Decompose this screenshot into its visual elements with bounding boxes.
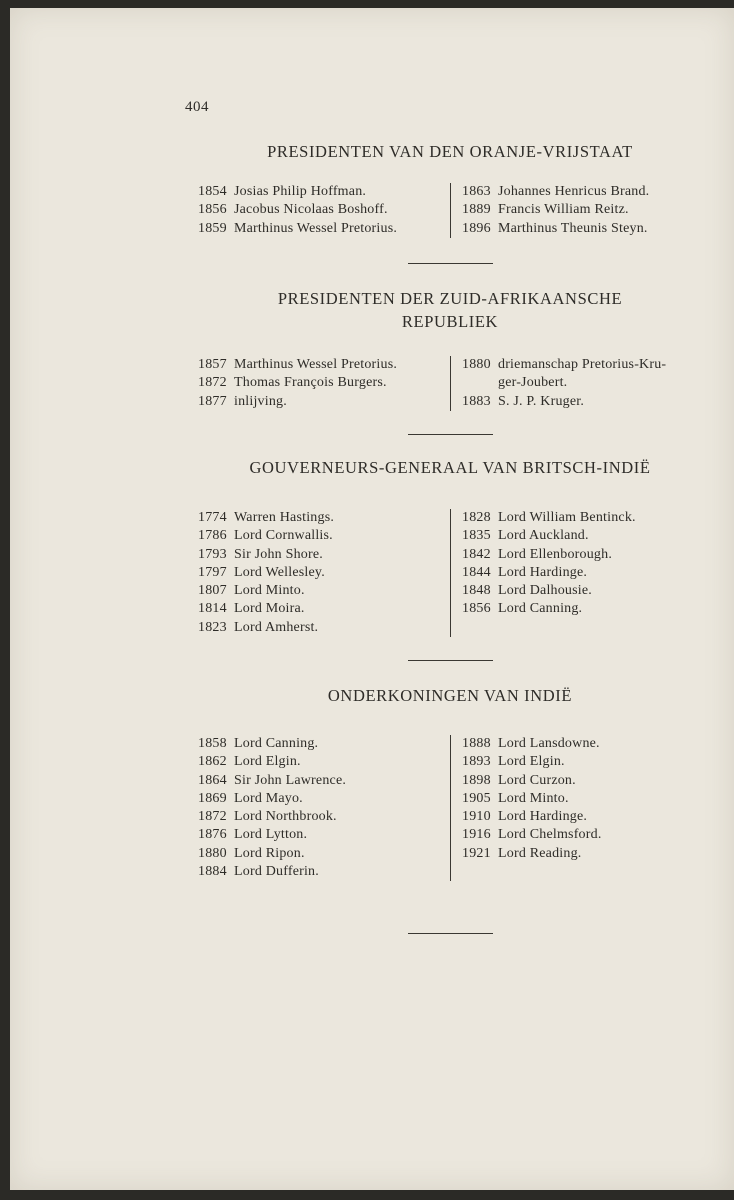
list-item — [462, 183, 649, 201]
list-item — [198, 808, 346, 826]
entry-name: Lord Hardinge. — [498, 564, 588, 580]
entry-name: driemanschap Pretorius-Kru- — [498, 357, 667, 372]
list-right-zar — [462, 356, 666, 411]
entry-name: Lord Mayo. — [234, 790, 303, 806]
entry-year: 1880 — [198, 845, 227, 861]
list-item — [462, 564, 636, 582]
list-item — [198, 790, 346, 808]
entry-year: 1823 — [198, 619, 227, 635]
entry-year: 1858 — [198, 736, 227, 751]
list-item — [198, 220, 397, 238]
entry-year: 1797 — [198, 564, 227, 580]
list-item — [198, 582, 334, 600]
entry-name: Marthinus Theunis Steyn. — [498, 220, 648, 236]
entry-name: Lord Dufferin. — [234, 864, 319, 880]
section-rule — [408, 263, 493, 264]
list-item — [198, 564, 334, 582]
entry-year: 1859 — [198, 220, 227, 236]
list-item — [198, 374, 397, 392]
entry-name: Lord William Bentinck. — [498, 510, 636, 525]
list-item — [462, 220, 649, 238]
section-rule — [408, 660, 493, 661]
entry-name: Jacobus Nicolaas Boshoff. — [234, 202, 388, 218]
entry-year: 1883 — [462, 393, 491, 409]
entry-year: 1877 — [198, 393, 227, 409]
entry-year: 1863 — [462, 184, 491, 199]
list-item — [198, 826, 346, 844]
entry-name: Lord Canning. — [498, 601, 583, 617]
entry-year: 1884 — [198, 864, 227, 880]
entry-year: 1905 — [462, 790, 491, 806]
column-divider — [450, 509, 451, 637]
list-item — [462, 826, 602, 844]
entry-year: 1893 — [462, 754, 491, 770]
list-left-onderkoningen — [198, 735, 346, 881]
entry-name: Lord Auckland. — [498, 528, 589, 544]
section-title-oranje-vrijstaat: PRESIDENTEN VAN DEN ORANJE-VRIJSTAAT — [267, 142, 633, 161]
list-item — [462, 753, 602, 771]
list-item — [198, 183, 397, 201]
list-item — [198, 772, 346, 790]
section-rule — [408, 434, 493, 435]
entry-name: Lord Cornwallis. — [234, 528, 333, 544]
list-item — [462, 356, 666, 374]
entry-name: Lord Wellesley. — [234, 564, 325, 580]
entry-name: Warren Hastings. — [234, 510, 335, 525]
list-item — [462, 201, 649, 219]
entry-name: Marthinus Wessel Pretorius. — [234, 220, 398, 236]
list-item — [198, 845, 346, 863]
list-item — [198, 356, 397, 374]
list-item — [198, 753, 346, 771]
entry-year: 1896 — [462, 220, 491, 236]
entry-name: Lord Northbrook. — [234, 809, 337, 825]
entry-name: Lord Minto. — [498, 790, 569, 806]
entry-name: Johannes Henricus Brand. — [498, 184, 650, 199]
entry-name: Sir John Lawrence. — [234, 772, 347, 788]
list-right-oranje — [462, 183, 649, 238]
list-item — [462, 393, 666, 411]
list-item — [198, 546, 334, 564]
entry-name: inlijving. — [234, 393, 287, 409]
list-item — [198, 527, 334, 545]
list-item — [462, 527, 636, 545]
entry-year: 1856 — [462, 601, 491, 617]
list-item — [462, 374, 666, 392]
list-item — [462, 582, 636, 600]
list-right-gouverneurs — [462, 509, 636, 619]
list-item — [462, 808, 602, 826]
entry-name: Lord Ellenborough. — [498, 546, 613, 562]
entry-name: Lord Canning. — [234, 736, 319, 751]
entry-year: 1774 — [198, 510, 227, 525]
entry-year: 1828 — [462, 510, 491, 525]
entry-year: 1842 — [462, 546, 491, 562]
entry-year: 1848 — [462, 583, 491, 599]
entry-year: 1872 — [198, 809, 227, 825]
column-divider — [450, 356, 451, 411]
entry-year: 1835 — [462, 528, 491, 544]
entry-name: Lord Lytton. — [234, 827, 308, 843]
entry-name: Lord Moira. — [234, 601, 305, 617]
entry-year: 1814 — [198, 601, 227, 617]
list-item — [462, 600, 636, 618]
section-title-zuid-afrikaansche-line2: REPUBLIEK — [401, 312, 499, 331]
page-number: 404 — [185, 99, 209, 115]
list-item — [462, 735, 602, 753]
entry-year: 1857 — [198, 357, 227, 372]
list-item — [462, 509, 636, 527]
entry-name: Lord Dalhousie. — [498, 583, 592, 599]
entry-year: 1862 — [198, 754, 227, 770]
list-item — [198, 735, 346, 753]
list-item — [198, 619, 334, 637]
entry-name: Sir John Shore. — [234, 546, 323, 562]
entry-year: 1872 — [198, 375, 227, 391]
entry-year: 1844 — [462, 564, 491, 580]
entry-name: Lord Reading. — [498, 845, 582, 861]
entry-year: 1869 — [198, 790, 227, 806]
entry-year: 1864 — [198, 772, 227, 788]
list-item — [198, 863, 346, 881]
column-divider — [450, 183, 451, 238]
list-item — [462, 772, 602, 790]
list-left-gouverneurs — [198, 509, 334, 637]
entry-name: Marthinus Wessel Pretorius. — [234, 357, 398, 372]
entry-year: 1889 — [462, 202, 491, 218]
list-right-onderkoningen — [462, 735, 602, 863]
entry-year: 1921 — [462, 845, 491, 861]
list-item — [462, 790, 602, 808]
entry-year: 1807 — [198, 583, 227, 599]
entry-name: S. J. P. Kruger. — [498, 393, 585, 409]
entry-year: 1916 — [462, 827, 491, 843]
entry-name: Lord Ripon. — [234, 845, 305, 861]
list-left-oranje — [198, 183, 397, 238]
list-left-zar — [198, 356, 397, 411]
entry-name: Lord Amherst. — [234, 619, 319, 635]
column-divider — [450, 735, 451, 881]
entry-year: 1876 — [198, 827, 227, 843]
section-title-onderkoningen: ONDERKONINGEN VAN INDIË — [327, 686, 573, 705]
section-rule — [408, 933, 493, 934]
entry-name: Lord Chelmsford. — [498, 827, 602, 843]
entry-year: 1880 — [462, 357, 491, 372]
list-item — [198, 600, 334, 618]
entry-year: 1888 — [462, 736, 491, 751]
list-item — [462, 546, 636, 564]
entry-year: 1786 — [198, 528, 227, 544]
entry-name: Lord Lansdowne. — [498, 736, 600, 751]
entry-name: Thomas François Burgers. — [234, 375, 387, 391]
entry-year: 1910 — [462, 809, 491, 825]
entry-name: Lord Curzon. — [498, 772, 576, 788]
section-title-britsch-indie: GOUVERNEURS-GENERAAL VAN BRITSCH-INDIË — [249, 458, 651, 477]
entry-name: Lord Minto. — [234, 583, 305, 599]
entry-name: Lord Elgin. — [498, 754, 565, 770]
entry-year: 1854 — [198, 184, 227, 199]
list-item — [198, 201, 397, 219]
entry-year: 1793 — [198, 546, 227, 562]
entry-name: Francis William Reitz. — [498, 202, 629, 218]
entry-name: ger-Joubert. — [498, 375, 568, 391]
list-item — [198, 393, 397, 411]
list-item — [462, 845, 602, 863]
entry-name: Josias Philip Hoffman. — [234, 184, 367, 199]
list-item — [198, 509, 334, 527]
section-title-zuid-afrikaansche-line1: PRESIDENTEN DER ZUID-AFRIKAANSCHE — [277, 289, 623, 308]
entry-name: Lord Hardinge. — [498, 809, 588, 825]
entry-year: 1856 — [198, 202, 227, 218]
entry-name: Lord Elgin. — [234, 754, 301, 770]
entry-year: 1898 — [462, 772, 491, 788]
